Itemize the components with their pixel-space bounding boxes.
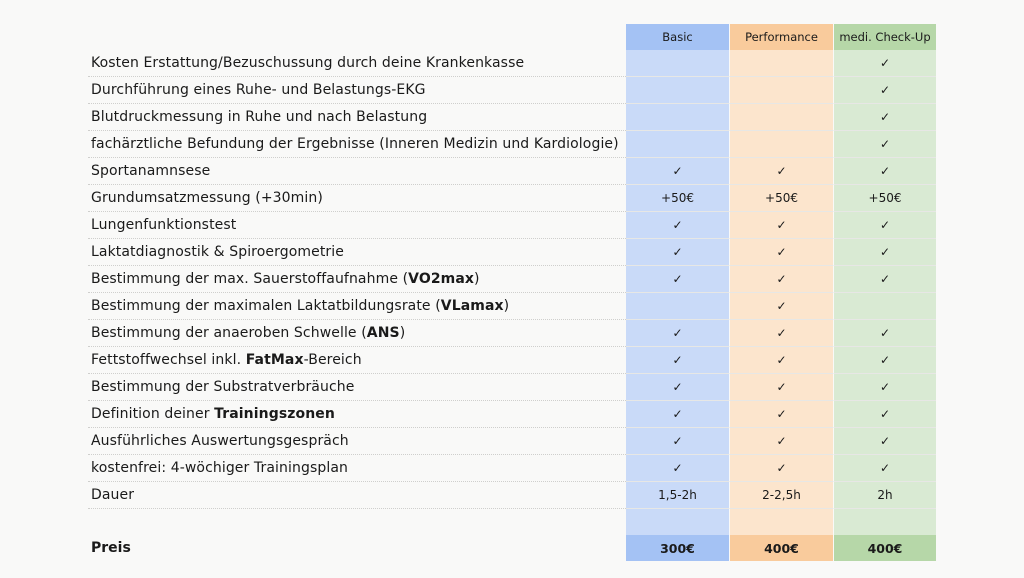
feature-label [88, 185, 626, 212]
cell-basic [626, 77, 729, 104]
feature-text: Grundumsatzmessung (+30min) [91, 190, 323, 206]
feature-text: Sportanamnsese [91, 163, 211, 179]
feature-rows [88, 50, 936, 509]
feature-keyword: Trainingszonen [214, 406, 335, 422]
check-icon: ✓ [729, 320, 833, 347]
feature-row [88, 347, 936, 374]
cell-performance [729, 131, 833, 158]
price-basic: 300€ [626, 535, 729, 561]
feature-label [88, 374, 626, 401]
feature-keyword: FatMax [245, 352, 304, 368]
check-icon: ✓ [626, 374, 729, 401]
feature-label [88, 158, 626, 185]
check-icon: ✓ [626, 239, 729, 266]
price-label: Preis [91, 540, 131, 556]
feature-row [88, 428, 936, 455]
feature-text: fachärztliche Befundung der Ergebnisse (Inneren Medizin und Kardiologie) [91, 136, 619, 152]
check-icon: ✓ [833, 428, 936, 455]
feature-label [88, 482, 626, 509]
feature-label [88, 239, 626, 266]
check-icon: ✓ [729, 455, 833, 482]
feature-label [88, 131, 626, 158]
check-icon: ✓ [626, 320, 729, 347]
feature-row [88, 455, 936, 482]
check-icon: ✓ [729, 347, 833, 374]
cell-checkup: +50€ [833, 185, 936, 212]
feature-row [88, 320, 936, 347]
check-icon: ✓ [626, 158, 729, 185]
feature-text-suffix: ) [503, 298, 510, 314]
feature-text: Bestimmung der maximalen Laktatbildungsrate ( [91, 298, 441, 314]
feature-text: Laktatdiagnostik & Spiroergometrie [91, 244, 344, 260]
feature-label [88, 293, 626, 320]
feature-row [88, 158, 936, 185]
check-icon: ✓ [833, 77, 936, 104]
feature-row [88, 131, 936, 158]
feature-text: Lungenfunktionstest [91, 217, 237, 233]
pricing-comparison-table [88, 24, 936, 561]
feature-text: Definition deiner [91, 406, 215, 422]
feature-row [88, 212, 936, 239]
check-icon: ✓ [626, 428, 729, 455]
feature-text: Bestimmung der max. Sauerstoffaufnahme ( [91, 271, 409, 287]
check-icon: ✓ [833, 320, 936, 347]
check-icon: ✓ [833, 266, 936, 293]
plan-header-row [88, 24, 936, 50]
check-icon: ✓ [729, 266, 833, 293]
feature-label [88, 77, 626, 104]
feature-keyword: ANS [366, 325, 400, 341]
plan-header-basic: Basic [626, 24, 729, 50]
feature-label [88, 212, 626, 239]
feature-text-suffix: ) [474, 271, 480, 287]
check-icon: ✓ [833, 50, 936, 77]
price-performance: 400€ [729, 535, 833, 561]
cell-performance: 2-2,5h [729, 482, 833, 509]
feature-text-suffix: -Bereich [303, 352, 362, 368]
feature-row [88, 185, 936, 212]
cell-performance [729, 77, 833, 104]
check-icon: ✓ [833, 158, 936, 185]
check-icon: ✓ [729, 374, 833, 401]
cell-performance: +50€ [729, 185, 833, 212]
feature-row [88, 482, 936, 509]
feature-text: kostenfrei: 4-wöchiger Trainingsplan [91, 460, 348, 476]
feature-row [88, 266, 936, 293]
feature-label [88, 428, 626, 455]
feature-text: Fettstoffwechsel inkl. [91, 352, 246, 368]
feature-text: Bestimmung der Substratverbräuche [91, 379, 355, 395]
cell-performance [729, 50, 833, 77]
check-icon: ✓ [626, 347, 729, 374]
check-icon: ✓ [833, 347, 936, 374]
check-icon: ✓ [833, 104, 936, 131]
cell-basic: +50€ [626, 185, 729, 212]
cell-checkup: 2h [833, 482, 936, 509]
cell-performance [729, 104, 833, 131]
feature-text: Dauer [91, 487, 135, 503]
plan-header-checkup: medi. Check-Up [833, 24, 936, 50]
feature-label [88, 347, 626, 374]
check-icon: ✓ [833, 455, 936, 482]
feature-label [88, 320, 626, 347]
check-icon: ✓ [833, 131, 936, 158]
plan-header-performance: Performance [729, 24, 833, 50]
check-icon: ✓ [729, 239, 833, 266]
feature-row [88, 50, 936, 77]
feature-label [88, 455, 626, 482]
check-icon: ✓ [833, 401, 936, 428]
check-icon: ✓ [729, 401, 833, 428]
feature-text: Bestimmung der anaeroben Schwelle ( [91, 325, 367, 341]
feature-text: Ausführliches Auswertungsgespräch [91, 433, 349, 449]
feature-label [88, 266, 626, 293]
check-icon: ✓ [833, 374, 936, 401]
cell-basic [626, 293, 729, 320]
feature-row [88, 104, 936, 131]
feature-text: Kosten Erstattung/Bezuschussung durch deine Krankenkasse [91, 55, 525, 71]
check-icon: ✓ [729, 212, 833, 239]
feature-text: Durchführung eines Ruhe- und Belastungs-EKG [91, 82, 426, 98]
spacer-row [88, 509, 936, 535]
feature-label [88, 401, 626, 428]
feature-row [88, 374, 936, 401]
feature-keyword: VO2max [408, 271, 475, 287]
header-blank [88, 24, 626, 50]
feature-row [88, 77, 936, 104]
feature-row [88, 401, 936, 428]
cell-checkup [833, 293, 936, 320]
check-icon: ✓ [833, 239, 936, 266]
feature-text: Blutdruckmessung in Ruhe und nach Belastung [91, 109, 428, 125]
check-icon: ✓ [729, 293, 833, 320]
check-icon: ✓ [729, 158, 833, 185]
price-checkup: 400€ [833, 535, 936, 561]
feature-keyword: VLamax [440, 298, 504, 314]
cell-basic [626, 131, 729, 158]
feature-row [88, 239, 936, 266]
feature-label [88, 50, 626, 77]
check-icon: ✓ [626, 212, 729, 239]
price-row [88, 535, 936, 561]
feature-text-suffix: ) [399, 325, 406, 341]
feature-label [88, 104, 626, 131]
check-icon: ✓ [833, 212, 936, 239]
cell-basic: 1,5-2h [626, 482, 729, 509]
check-icon: ✓ [626, 266, 729, 293]
feature-row [88, 293, 936, 320]
cell-basic [626, 104, 729, 131]
check-icon: ✓ [626, 401, 729, 428]
cell-basic [626, 50, 729, 77]
check-icon: ✓ [626, 455, 729, 482]
check-icon: ✓ [729, 428, 833, 455]
